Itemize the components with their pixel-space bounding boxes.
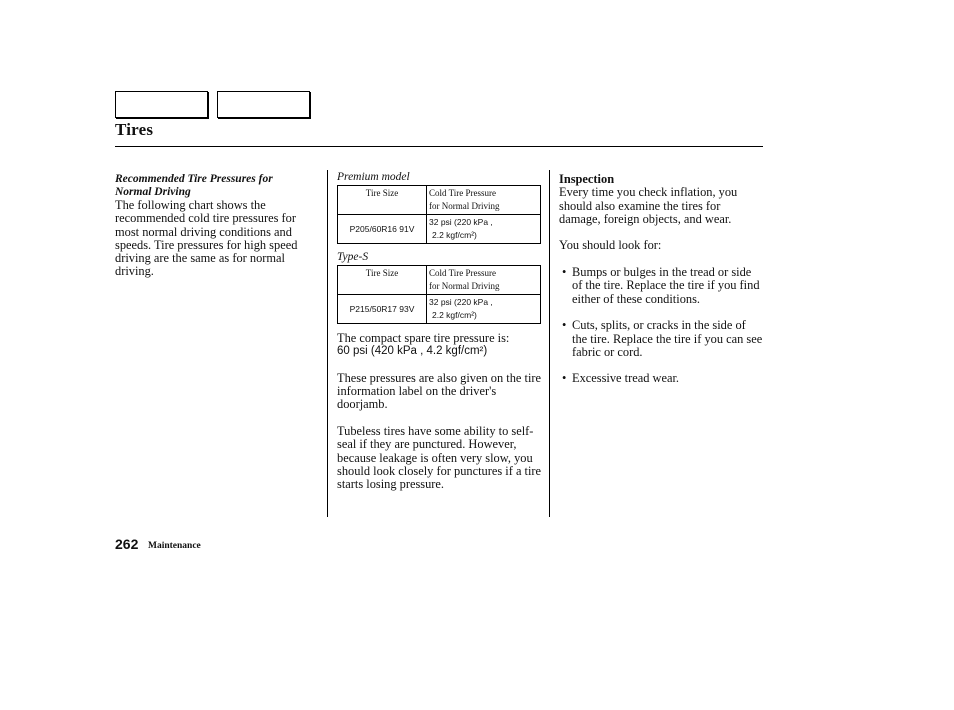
- inspection-intro: Every time you check inflation, you should also examine the tires for damage, foreign objects, and wear.: [559, 185, 738, 226]
- pressure-cell: [427, 295, 541, 324]
- table-header-pressure: [427, 186, 541, 215]
- look-for-line: You should look for:: [559, 238, 662, 253]
- pressure-cell: [427, 215, 541, 244]
- pressure-line-1: 32 psi (220 kPa ,: [429, 297, 493, 307]
- subheading-line-2: Normal Driving: [115, 186, 191, 198]
- label-note: These pressures are also given on the tire information label on the driver's doorjamb.: [337, 370, 542, 412]
- pressure-line-1: 32 psi (220 kPa ,: [429, 217, 493, 227]
- page-number: 262: [115, 536, 139, 552]
- spare-intro: The compact spare tire pressure is:: [337, 331, 510, 345]
- table-header-size: Tire Size: [338, 266, 427, 295]
- list-item-text: Bumps or bulges in the tread or side of the tire. Replace the tire if you find either of these conditions.: [572, 265, 760, 306]
- title-rule: [115, 146, 763, 147]
- spare-value: 60 psi (420 kPa , 4.2 kgf/cm²): [337, 345, 488, 358]
- list-item-text: Cuts, splits, or cracks in the side of the tire. Replace the tire if you can see fabric or cord.: [572, 318, 763, 359]
- inspection-heading: Inspection: [559, 172, 615, 186]
- tire-size-cell: P215/50R17 93V: [338, 295, 427, 324]
- pressure-table-types: [337, 265, 541, 324]
- column-divider-1: [327, 170, 328, 517]
- pressure-line-2: 2.2 kgf/cm²): [432, 230, 477, 240]
- header-line-1: Cold Tire Pressure: [429, 188, 497, 198]
- column-divider-2: [549, 170, 550, 517]
- section-label: Maintenance: [148, 541, 201, 551]
- table-caption-premium: Premium model: [337, 171, 410, 183]
- table-header-size: Tire Size: [338, 186, 427, 215]
- page-title: Tires: [115, 120, 154, 139]
- nav-tab-2[interactable]: [217, 91, 310, 118]
- list-item: [559, 372, 764, 385]
- header-line-2: for Normal Driving: [429, 281, 500, 291]
- pressure-line-2: 2.2 kgf/cm²): [432, 310, 477, 320]
- nav-tab-1[interactable]: [115, 91, 208, 118]
- middle-text: [337, 332, 543, 492]
- tire-size-cell: P205/60R16 91V: [338, 215, 427, 244]
- bullet: •: [562, 371, 567, 386]
- table-caption-types: Type-S: [337, 251, 369, 263]
- left-column: [115, 173, 323, 279]
- pressure-table-premium: [337, 185, 541, 244]
- header-line-1: Cold Tire Pressure: [429, 268, 497, 278]
- list-item-text: Excessive tread wear.: [572, 371, 679, 386]
- inspection-list: [559, 266, 764, 386]
- list-item: [559, 266, 764, 306]
- subheading: [115, 173, 323, 199]
- bullet: •: [562, 318, 567, 333]
- header-line-2: for Normal Driving: [429, 201, 500, 211]
- list-item: [559, 319, 764, 359]
- tubeless-note: Tubeless tires have some ability to self-seal if they are punctured. However, because leakage is often very slow, you should look closely for punctures if a tire starts losing pressure.: [337, 424, 542, 492]
- bullet: •: [562, 265, 567, 280]
- right-column: [559, 173, 764, 399]
- intro-paragraph: The following chart shows the recommended cold tire pressures for most normal driving conditions and speeds. Tire pressures for high speed driving are the same as for normal driving.: [115, 198, 298, 279]
- table-header-pressure: [427, 266, 541, 295]
- subheading-line-1: Recommended Tire Pressures for: [115, 173, 273, 185]
